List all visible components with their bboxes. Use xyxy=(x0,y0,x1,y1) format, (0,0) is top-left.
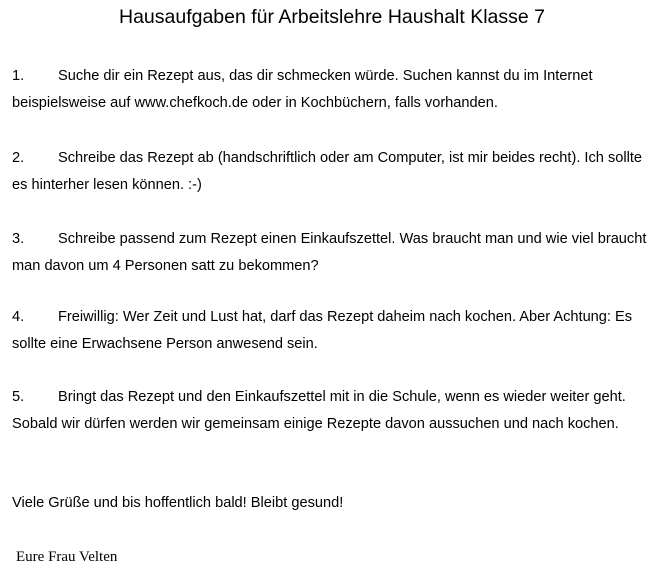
task-number: 1. xyxy=(12,68,25,84)
task-text: Bringt das Rezept und den Einkaufszettel mit in die Schule, wenn es wieder weiter geht. Sobald wir dürfen werden wir gemeinsam einige Rezepte davon aussuchen und nach kochen. xyxy=(12,389,626,432)
task-item-4 xyxy=(12,304,652,358)
task-text: Schreibe passend zum Rezept einen Einkaufszettel. Was braucht man und wie viel braucht man davon um 4 Personen satt zu bekommen? xyxy=(12,231,647,274)
task-item-5 xyxy=(12,384,652,438)
task-number: 4. xyxy=(12,309,25,325)
task-item-1 xyxy=(12,63,652,117)
task-item-3 xyxy=(12,226,652,280)
task-text: Schreibe das Rezept ab (handschriftlich oder am Computer, ist mir beides recht). Ich sollte es hinterher lesen können. :-) xyxy=(12,150,643,193)
task-number: 5. xyxy=(12,389,25,405)
task-number: 2. xyxy=(12,150,25,166)
task-item-2 xyxy=(12,145,652,199)
task-text: Freiwillig: Wer Zeit und Lust hat, darf das Rezept daheim nach kochen. Aber Achtung: Es sollte eine Erwachsene Person anwesend sein. xyxy=(12,309,633,352)
task-number: 3. xyxy=(12,231,25,247)
closing-text: Viele Grüße und bis hoffentlich bald! Bleibt gesund! xyxy=(12,495,344,511)
task-text: Suche dir ein Rezept aus, das dir schmecken würde. Suchen kannst du im Internet beispielsweise auf www.chefkoch.de oder in Kochbüchern, falls vorhanden. xyxy=(12,68,593,111)
signature: Eure Frau Velten xyxy=(16,549,118,565)
document-title: Hausaufgaben für Arbeitslehre Haushalt Klasse 7 xyxy=(118,6,545,28)
